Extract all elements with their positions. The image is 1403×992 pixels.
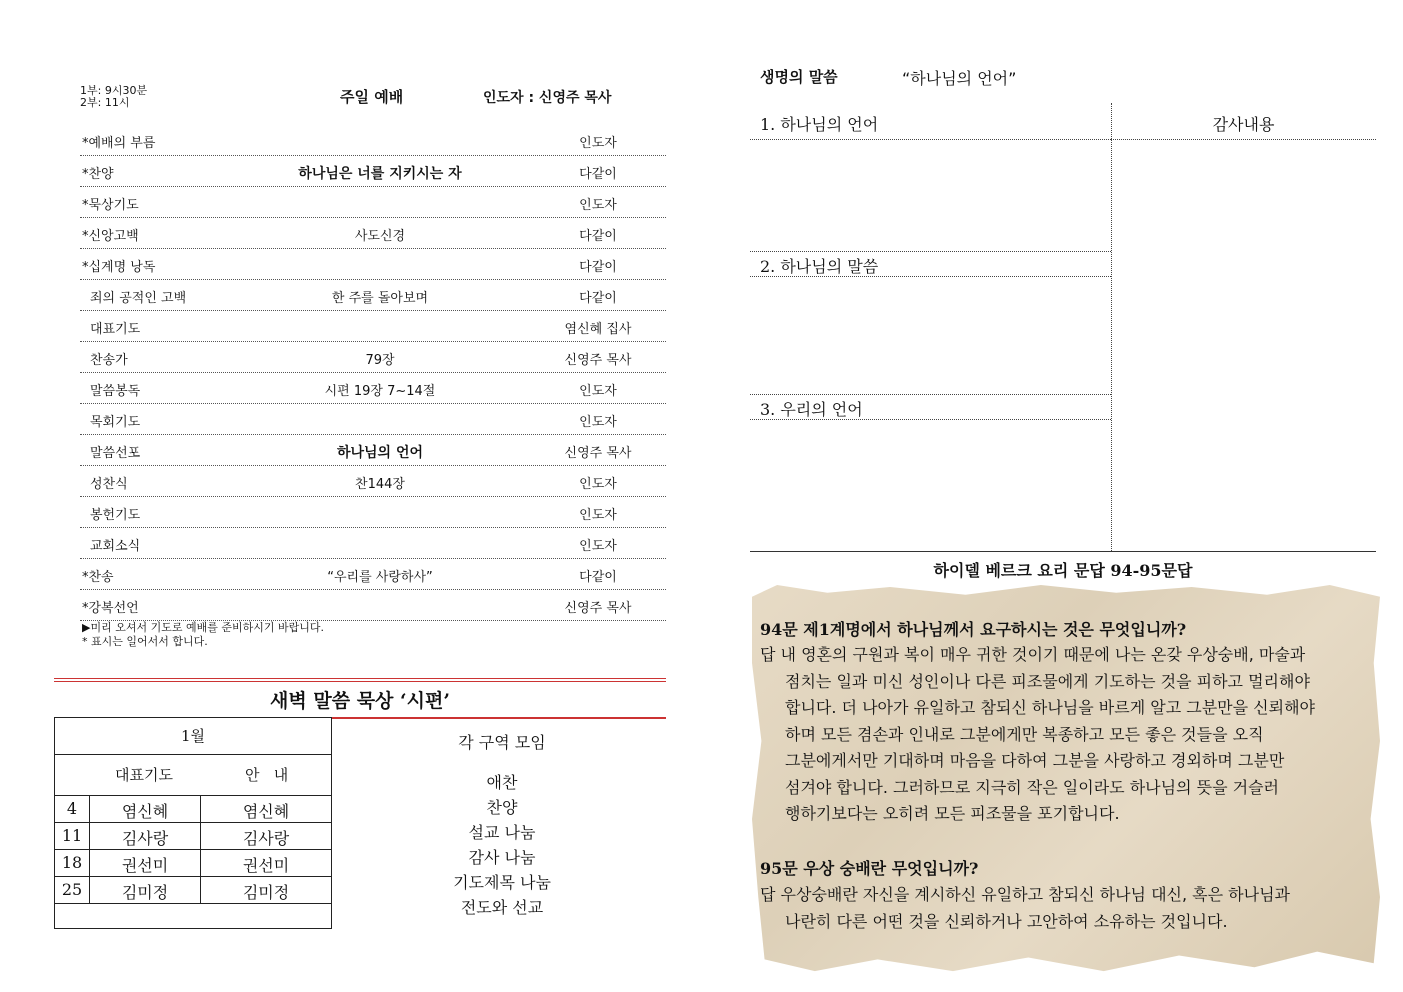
schedule-header-guide: 안 내 (245, 766, 289, 784)
notes-line (750, 276, 1111, 277)
service-time-2: 2부: 11시 (80, 96, 130, 109)
order-item: 말씀봉독 (90, 384, 141, 399)
order-content: 하나님은 너를 지키시는 자 (298, 166, 462, 182)
catechism-title: 하이델 베르크 요리 문답 94-95문답 (933, 561, 1193, 580)
district-list (432, 770, 572, 920)
schedule-prayer: 권선미 (121, 856, 169, 875)
notes-section-1: 1. 하나님의 언어 (760, 115, 879, 134)
order-item: 찬송가 (90, 353, 128, 368)
order-row (80, 156, 666, 187)
service-note-1: ▶미리 오셔서 기도로 예배를 준비하시기 바랍니다. (82, 621, 324, 634)
order-leader: 인도자 (579, 384, 617, 399)
service-times (80, 85, 147, 109)
order-row (80, 125, 666, 156)
service-notes (82, 621, 324, 649)
order-leader: 다같이 (579, 229, 617, 244)
life-quote: “하나님의 언어” (902, 69, 1017, 88)
order-content: 찬144장 (355, 477, 405, 492)
order-item: 말씀선포 (90, 446, 141, 461)
order-row (80, 466, 666, 497)
order-content: 하나님의 언어 (336, 445, 424, 461)
schedule-month: 1월 (55, 718, 331, 755)
order-leader: 인도자 (579, 539, 617, 554)
order-leader: 인도자 (579, 198, 617, 213)
answer-line: 점치는 일과 미신 성인이나 다른 피조물에게 기도하는 것을 피하고 멀리해야 (785, 671, 1310, 691)
order-item: 교회소식 (90, 539, 141, 554)
order-item: *예배의 부름 (82, 136, 156, 151)
notes-line (750, 251, 1111, 252)
notes-bottom-line (750, 551, 1376, 552)
notes-section-3: 3. 우리의 언어 (760, 400, 863, 419)
answer-line: 답 우상숭배란 자신을 계시하신 유일하고 참되신 하나님 대신, 혹은 하나님과 (760, 885, 1290, 904)
order-item: 죄의 공적인 고백 (90, 291, 187, 306)
catechism-a94 (760, 642, 1370, 828)
district-item: 전도와 선교 (460, 898, 544, 917)
catechism-q94: 94문 제1계명에서 하나님께서 요구하시는 것은 무엇입니까? (760, 620, 1187, 639)
order-row (80, 373, 666, 404)
thanks-header: 감사내용 (1212, 115, 1275, 134)
answer-line: 그분에게서만 기대하며 마음을 다하여 그분을 사랑하고 경외하며 그분만 (785, 751, 1285, 770)
district-item: 찬양 (486, 798, 518, 817)
order-leader: 다같이 (579, 570, 617, 585)
district-item: 애찬 (486, 773, 518, 792)
service-title: 주일 예배 (340, 88, 404, 106)
order-row (80, 218, 666, 249)
catechism-a95 (760, 882, 1370, 935)
order-leader: 염신혜 집사 (564, 322, 632, 337)
thanks-line (1111, 139, 1376, 140)
service-leader: 인도자 : 신영주 목사 (483, 90, 612, 106)
order-item: *신앙고백 (82, 229, 139, 244)
divider-red-2 (54, 681, 666, 682)
schedule-row (55, 850, 331, 877)
order-row (80, 342, 666, 373)
order-row (80, 280, 666, 311)
schedule-guide: 김사랑 (242, 829, 290, 848)
order-content: 한 주를 돌아보며 (331, 291, 429, 306)
divider-red (54, 678, 666, 679)
schedule-day: 18 (61, 853, 83, 872)
divider-red-3 (332, 717, 666, 719)
catechism-q95: 95문 우상 숭배란 무엇입니까? (760, 859, 979, 878)
order-item: 봉헌기도 (90, 508, 141, 523)
order-row (80, 497, 666, 528)
order-item: *십계명 낭독 (82, 260, 156, 275)
district-title: 각 구역 모임 (458, 733, 546, 752)
order-item: *찬양 (82, 167, 114, 182)
worship-order-list (80, 125, 666, 621)
notes-line (750, 419, 1111, 420)
schedule-prayer: 염신혜 (121, 802, 169, 821)
order-item: *찬송 (82, 570, 114, 585)
life-title: 생명의 말씀 (760, 68, 838, 86)
order-row (80, 435, 666, 466)
answer-line: 행하기보다는 오히려 모든 피조물을 포기합니다. (785, 804, 1120, 823)
order-row (80, 528, 666, 559)
order-row (80, 559, 666, 590)
order-leader: 인도자 (579, 136, 617, 151)
notes-divider (1111, 103, 1112, 551)
order-content: “우리를 사랑하사” (327, 570, 433, 585)
answer-line: 하며 모든 겸손과 인내로 그분에게만 복종하고 모든 좋은 것들을 오직 (785, 724, 1264, 744)
notes-line (750, 394, 1111, 395)
order-row (80, 311, 666, 342)
order-item: 성찬식 (90, 477, 128, 492)
district-item: 설교 나눔 (468, 823, 536, 842)
schedule-row (55, 877, 331, 904)
schedule-guide: 권선미 (242, 856, 290, 875)
order-leader: 신영주 목사 (564, 601, 632, 616)
order-leader: 다같이 (579, 291, 617, 306)
order-row (80, 404, 666, 435)
notes-line (750, 139, 1111, 140)
dawn-title: 새벽 말씀 묵상 ‘시편’ (270, 690, 450, 712)
order-leader: 신영주 목사 (564, 446, 632, 461)
answer-line: 합니다. 더 나아가 유일하고 참되신 하나님을 바르게 알고 그분만을 신뢰해야 (785, 698, 1315, 717)
answer-line: 나란히 다른 어떤 것을 신뢰하거나 고안하여 소유하는 것입니다. (785, 911, 1228, 931)
dawn-schedule-table (54, 717, 332, 929)
schedule-day: 4 (66, 799, 78, 818)
service-note-2: * 표시는 일어서서 합니다. (82, 635, 208, 648)
order-leader: 인도자 (579, 477, 617, 492)
notes-section-2: 2. 하나님의 말씀 (760, 257, 879, 276)
order-leader: 신영주 목사 (564, 353, 632, 368)
district-item: 감사 나눔 (468, 848, 536, 867)
schedule-guide: 염신혜 (242, 802, 290, 821)
order-leader: 인도자 (579, 415, 617, 430)
schedule-row (55, 796, 331, 823)
order-row (80, 187, 666, 218)
sermon-notes-box (750, 103, 1376, 553)
answer-line: 답 내 영혼의 구원과 복이 매우 귀한 것이기 때문에 나는 온갖 우상숭배, 마술과 (760, 645, 1306, 664)
order-leader: 다같이 (579, 260, 617, 275)
schedule-prayer: 김사랑 (121, 829, 169, 848)
schedule-row (55, 823, 331, 850)
schedule-day: 11 (61, 826, 83, 845)
order-content: 시편 19장 7~14절 (324, 384, 436, 399)
order-leader: 다같이 (579, 167, 617, 182)
order-row (80, 590, 666, 621)
schedule-header-prayer: 대표기도 (115, 766, 173, 784)
district-item: 기도제목 나눔 (453, 873, 551, 892)
order-item: *강복선언 (82, 601, 139, 616)
order-content: 79장 (365, 353, 395, 368)
schedule-day: 25 (61, 880, 83, 899)
order-row (80, 249, 666, 280)
order-item: 목회기도 (90, 415, 141, 430)
schedule-guide: 김미정 (242, 883, 290, 902)
schedule-prayer: 김미정 (121, 883, 169, 902)
service-time-1: 1부: 9시30분 (80, 84, 148, 97)
order-leader: 인도자 (579, 508, 617, 523)
order-item: 대표기도 (90, 322, 141, 337)
answer-line: 섬겨야 합니다. 그러하므로 지극히 작은 일이라도 하나님의 뜻을 거슬러 (785, 777, 1279, 797)
order-item: *묵상기도 (82, 198, 139, 213)
order-content: 사도신경 (354, 229, 406, 244)
